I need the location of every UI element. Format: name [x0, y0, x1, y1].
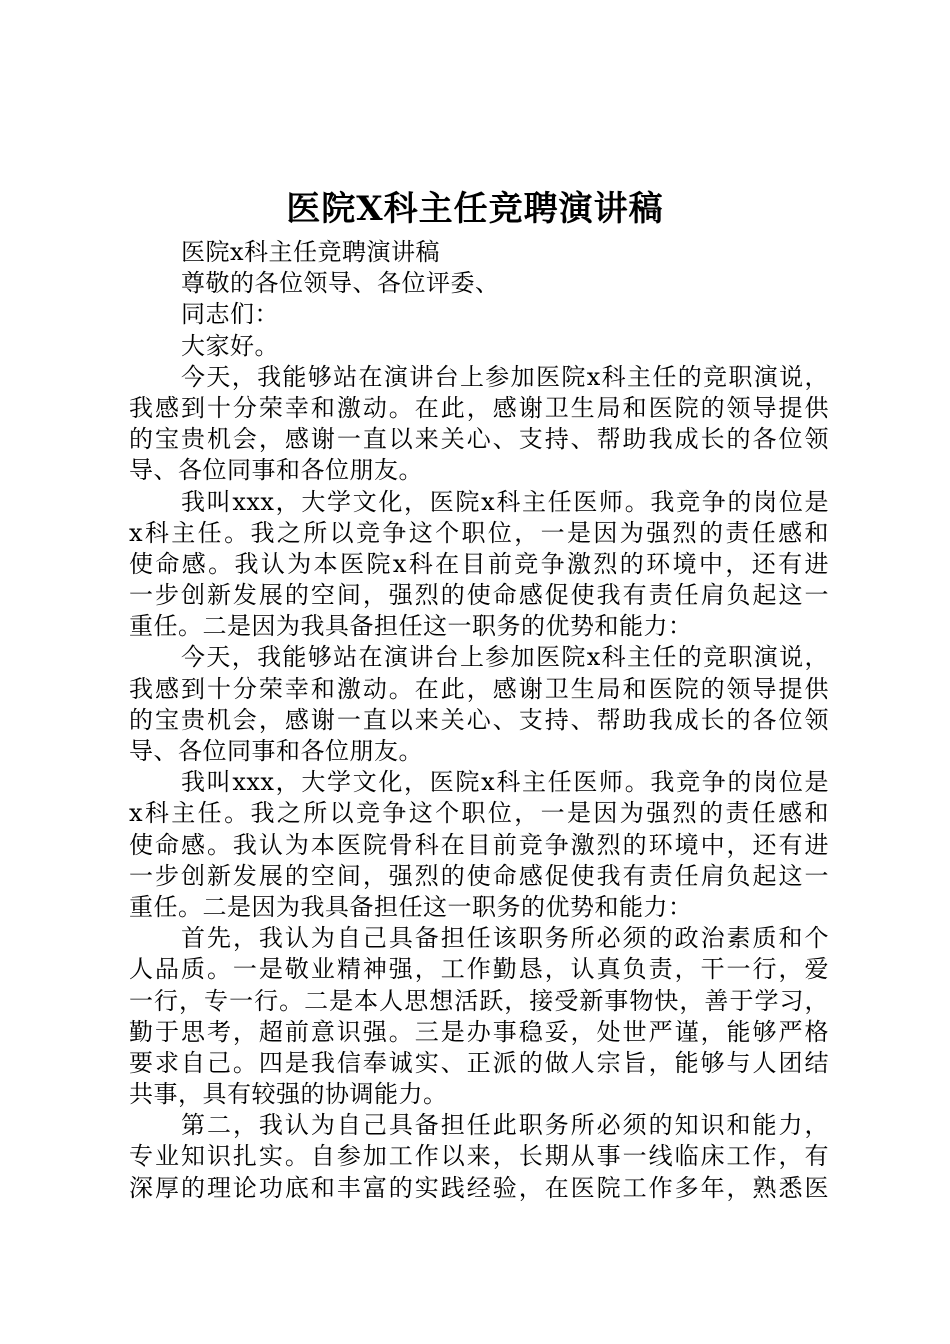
text-line: 专业知识扎实。自参加工作以来，长期从事一线临床工作，有 [129, 1142, 829, 1171]
text-line: 导、各位同事和各位朋友。 [129, 737, 423, 765]
text-line: 深厚的理论功底和丰富的实践经验，在医院工作多年，熟悉医 [129, 1173, 829, 1202]
text-line: 一行，专一行。二是本人思想活跃，接受新事物快，善于学习， [129, 986, 829, 1015]
text-line: 大家好。 [181, 331, 279, 360]
text-line: 同志们： [181, 300, 279, 329]
text-line: 我叫xxx，大学文化，医院x科主任医师。我竞争的岗位是 [181, 487, 829, 516]
text-line: 首先，我认为自己具备担任该职务所必须的政治素质和个 [181, 924, 829, 953]
text-line: 重任。二是因为我具备担任这一职务的优势和能力： [129, 612, 693, 641]
text-line: 我感到十分荣幸和激动。在此，感谢卫生局和医院的领导提供 [129, 674, 829, 703]
text-line: 导、各位同事和各位朋友。 [129, 456, 423, 485]
text-line: 重任。二是因为我具备担任这一职务的优势和能力： [129, 892, 693, 921]
text-line: 的宝贵机会，感谢一直以来关心、支持、帮助我成长的各位领 [129, 425, 829, 454]
text-line: 尊敬的各位领导、各位评委、 [181, 269, 500, 298]
text-line: 一步创新发展的空间，强烈的使命感促使我有责任肩负起这一 [129, 581, 829, 610]
text-line: x科主任。我之所以竞争这个职位，一是因为强烈的责任感和 [129, 799, 829, 828]
text-line: 共事，具有较强的协调能力。 [129, 1080, 448, 1109]
text-line: 的宝贵机会，感谢一直以来关心、支持、帮助我成长的各位领 [129, 705, 829, 734]
text-line: x科主任。我之所以竞争这个职位，一是因为强烈的责任感和 [129, 518, 829, 547]
text-line: 医院x科主任竞聘演讲稿 [181, 238, 441, 266]
text-line: 我叫xxx，大学文化，医院x科主任医师。我竞争的岗位是 [181, 768, 829, 797]
document-title: 医院X科主任竞聘演讲稿 [286, 189, 664, 229]
text-line: 勤于思考，超前意识强。三是办事稳妥，处世严谨，能够严格 [129, 1017, 829, 1046]
text-line: 要求自己。四是我信奉诚实、正派的做人宗旨，能够与人团结 [129, 1048, 829, 1077]
text-line: 第二，我认为自己具备担任此职务所必须的知识和能力， [181, 1111, 829, 1140]
text-line: 一步创新发展的空间，强烈的使命感促使我有责任肩负起这一 [129, 861, 829, 890]
text-line: 人品质。一是敬业精神强，工作勤恳，认真负责，干一行，爱 [129, 955, 829, 984]
text-line: 使命感。我认为本医院骨科在目前竞争激烈的环境中，还有进 [129, 830, 829, 859]
text-line: 今天，我能够站在演讲台上参加医院x科主任的竞职演说， [181, 362, 829, 391]
document-body [129, 237, 829, 1204]
text-line: 我感到十分荣幸和激动。在此，感谢卫生局和医院的领导提供 [129, 393, 829, 422]
text-line: 使命感。我认为本医院x科在目前竞争激烈的环境中，还有进 [129, 549, 829, 578]
text-line: 今天，我能够站在演讲台上参加医院x科主任的竞职演说， [181, 643, 829, 672]
